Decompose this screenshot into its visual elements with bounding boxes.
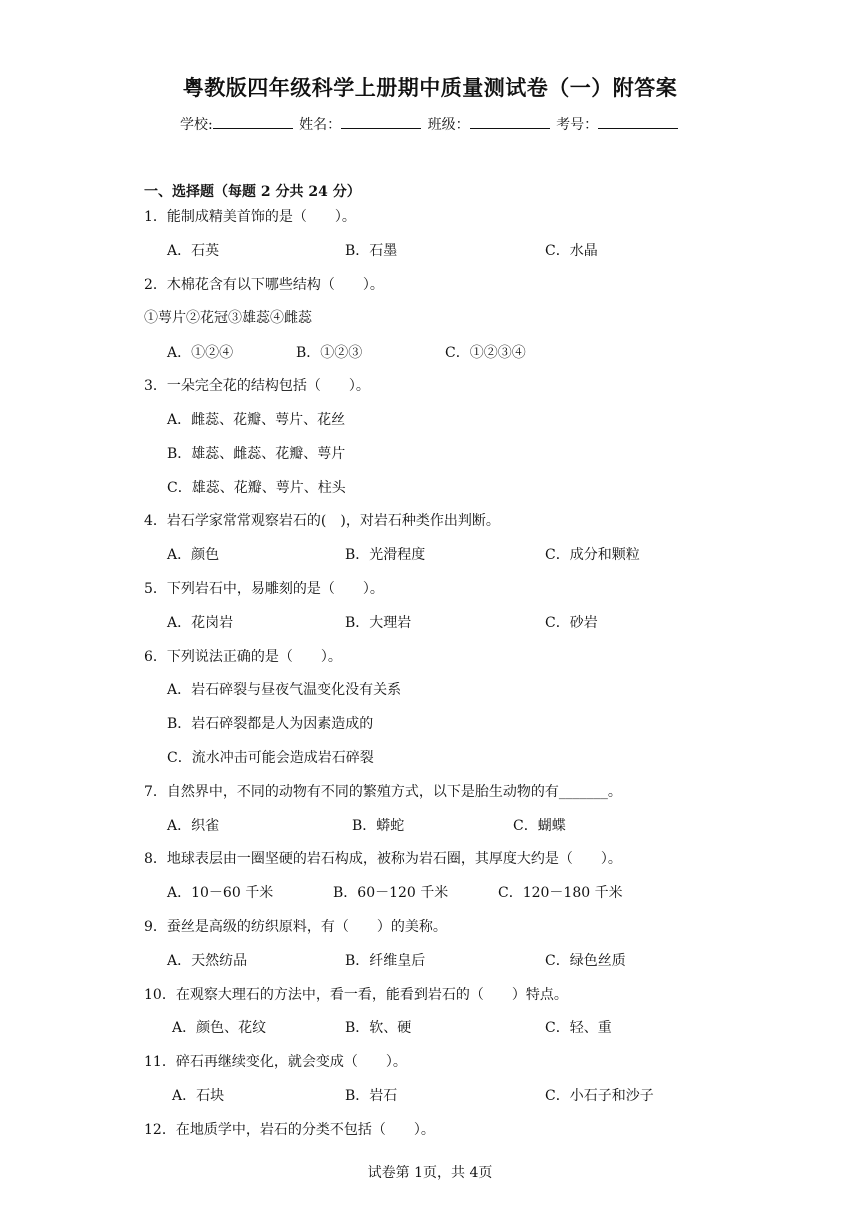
exam-no-label: 考号： <box>556 117 599 133</box>
page-footer: 试卷第 1页，共 4页 <box>367 1165 493 1181</box>
question-8: 8．地球表层由一圈坚硬的岩石构成，被称为岩石圈，其厚度大约是（ ）。 <box>144 851 622 867</box>
q6-option-c[interactable]: C．流水冲击可能会造成岩石碎裂 <box>167 750 374 766</box>
question-1: 1．能制成精美首饰的是（ ）。 <box>144 209 356 225</box>
q6-option-b[interactable]: B．岩石碎裂都是人为因素造成的 <box>167 716 374 732</box>
q1-option-b[interactable]: B．石墨 <box>345 243 398 259</box>
q11-option-c[interactable]: C．小石子和沙子 <box>545 1088 654 1104</box>
section-title: 一、选择题（每题 2 分共 24 分） <box>144 184 361 200</box>
question-7: 7．自然界中，不同的动物有不同的繁殖方式，以下是胎生动物的有_______。 <box>144 784 622 800</box>
q2-option-a[interactable]: A．①②④ <box>167 345 234 361</box>
class-blank[interactable] <box>470 114 550 129</box>
q4-option-b[interactable]: B．光滑程度 <box>345 547 426 563</box>
q9-option-b[interactable]: B．纤维皇后 <box>345 953 426 969</box>
page-title: 粤教版四年级科学上册期中质量测试卷（一）附答案 <box>182 75 678 100</box>
q3-option-c[interactable]: C．雄蕊、花瓣、萼片、柱头 <box>167 480 346 496</box>
q9-option-a[interactable]: A．天然纺品 <box>167 953 248 969</box>
q1-option-a[interactable]: A．石英 <box>167 243 220 259</box>
name-label: 姓名： <box>299 117 342 133</box>
q4-option-c[interactable]: C．成分和颗粒 <box>545 547 640 563</box>
q5-option-a[interactable]: A．花岗岩 <box>167 615 234 631</box>
question-10: 10．在观察大理石的方法中，看一看，能看到岩石的（ ）特点。 <box>144 987 568 1003</box>
exam-no-blank[interactable] <box>598 114 678 129</box>
question-2-note: ①萼片②花冠③雄蕊④雌蕊 <box>144 310 312 326</box>
question-9: 9．蚕丝是高级的纺织原料，有（ ）的美称。 <box>144 919 447 935</box>
q8-option-a[interactable]: A．10－60 千米 <box>167 885 274 901</box>
question-4: 4．岩石学家常常观察岩石的( )，对岩石种类作出判断。 <box>144 513 500 529</box>
q2-option-c[interactable]: C．①②③④ <box>445 345 526 361</box>
q10-option-b[interactable]: B．软、硬 <box>345 1020 412 1036</box>
question-5: 5．下列岩石中，易雕刻的是（ ）。 <box>144 581 384 597</box>
q5-option-b[interactable]: B．大理岩 <box>345 615 412 631</box>
q10-option-a[interactable]: A．颜色、花纹 <box>172 1020 267 1036</box>
q8-option-b[interactable]: B．60－120 千米 <box>333 885 449 901</box>
q10-option-c[interactable]: C．轻、重 <box>545 1020 612 1036</box>
q7-option-a[interactable]: A．织雀 <box>167 818 220 834</box>
school-label: 学校: <box>180 117 213 133</box>
student-info-line <box>180 114 680 134</box>
q8-option-c[interactable]: C．120－180 千米 <box>498 885 623 901</box>
q11-option-a[interactable]: A．石块 <box>172 1088 225 1104</box>
question-6: 6．下列说法正确的是（ ）。 <box>144 649 342 665</box>
name-blank[interactable] <box>341 114 421 129</box>
q3-option-a[interactable]: A．雌蕊、花瓣、萼片、花丝 <box>167 412 346 428</box>
question-2: 2．木棉花含有以下哪些结构（ ）。 <box>144 277 384 293</box>
q7-option-b[interactable]: B．蟒蛇 <box>352 818 405 834</box>
question-12: 12．在地质学中，岩石的分类不包括（ ）。 <box>144 1122 435 1138</box>
q9-option-c[interactable]: C．绿色丝质 <box>545 953 626 969</box>
class-label: 班级： <box>427 117 470 133</box>
question-3: 3．一朵完全花的结构包括（ ）。 <box>144 378 370 394</box>
q6-option-a[interactable]: A．岩石碎裂与昼夜气温变化没有关系 <box>167 682 402 698</box>
q1-option-c[interactable]: C．水晶 <box>545 243 598 259</box>
q2-option-b[interactable]: B．①②③ <box>296 345 363 361</box>
q4-option-a[interactable]: A．颜色 <box>167 547 220 563</box>
school-blank[interactable] <box>213 114 293 129</box>
q3-option-b[interactable]: B．雄蕊、雌蕊、花瓣、萼片 <box>167 446 346 462</box>
question-11: 11．碎石再继续变化，就会变成（ ）。 <box>144 1054 407 1070</box>
q5-option-c[interactable]: C．砂岩 <box>545 615 598 631</box>
q11-option-b[interactable]: B．岩石 <box>345 1088 398 1104</box>
q7-option-c[interactable]: C．蝴蝶 <box>513 818 566 834</box>
